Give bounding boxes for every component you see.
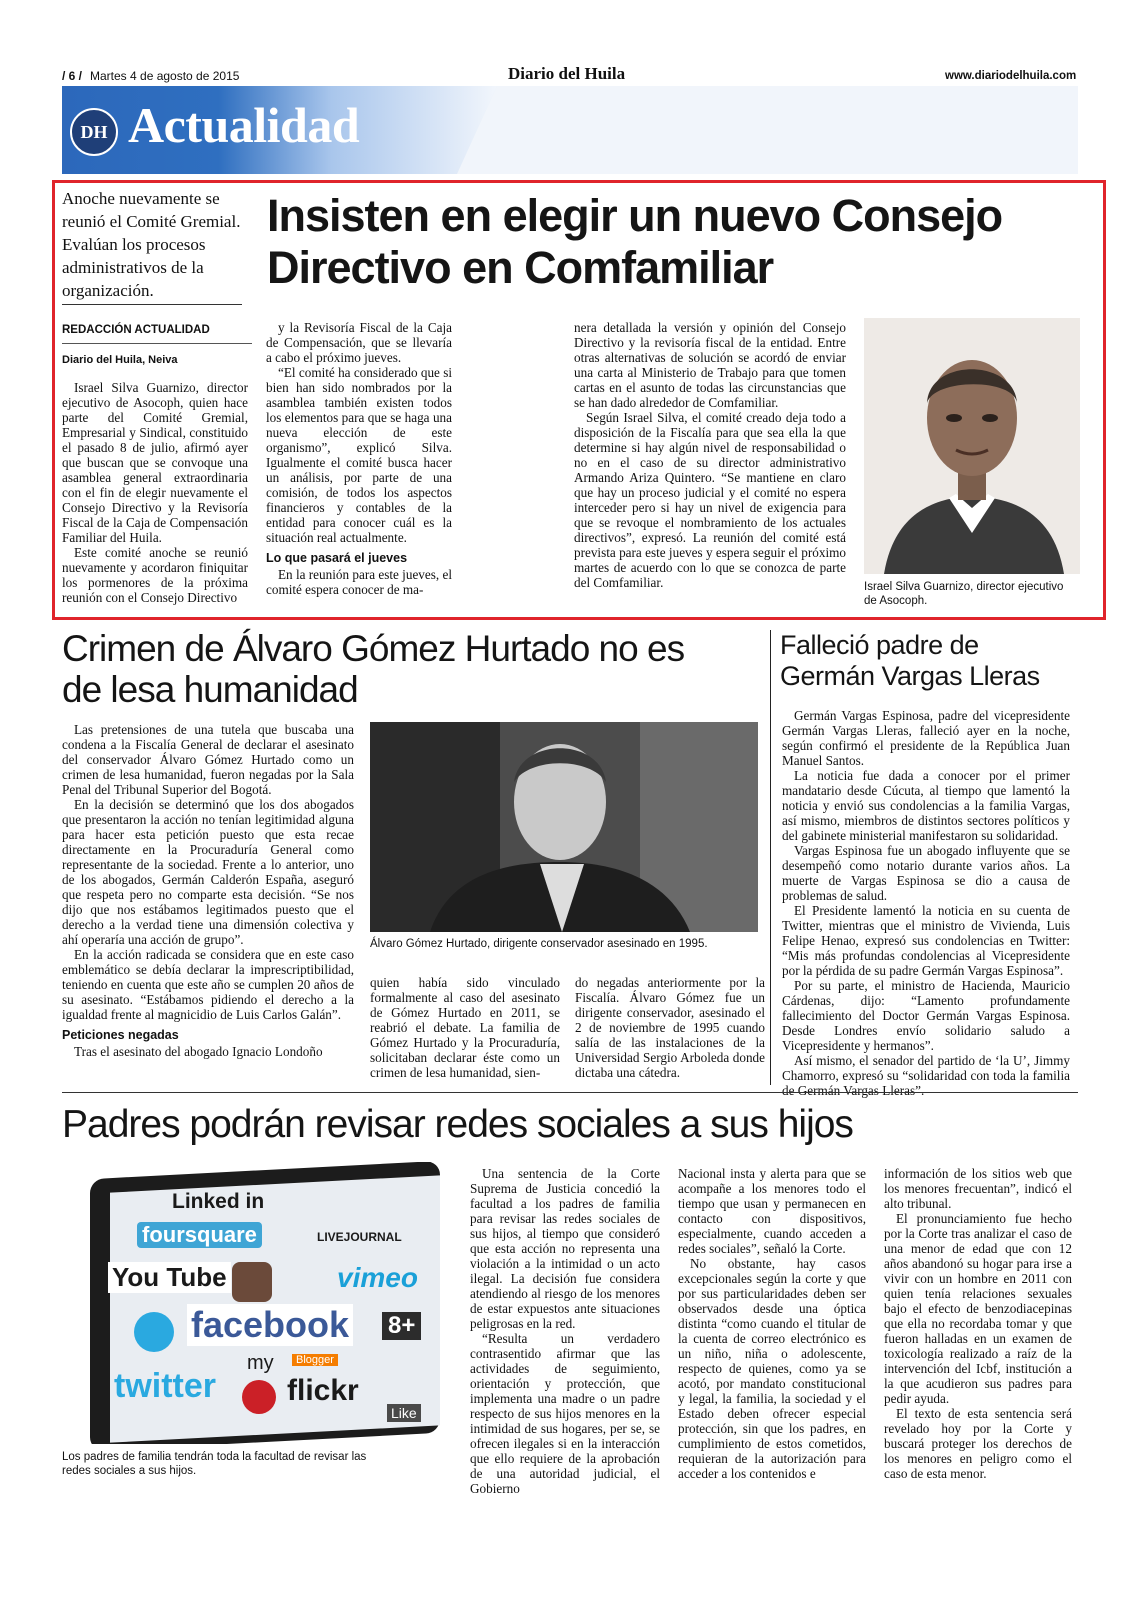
portrait-illustration (864, 318, 1080, 574)
article4-headline: Padres podrán revisar redes sociales a sus hijos (62, 1103, 853, 1146)
paragraph: Las pretensiones de una tutela que buscaba una condena a la Fiscalía General de declarar el asesinato del conservador Álvaro Gómez Hurtado como un crimen de lesa humanidad, fueron negadas por la Sala Penal del Tribunal Superior del Bogotá. (62, 722, 354, 797)
article2-column-1 (62, 722, 354, 1059)
instagram-icon (232, 1262, 272, 1302)
livejournal-logo: LIVEJOURNAL (317, 1230, 402, 1244)
article4-column-3 (884, 1166, 1072, 1481)
lead-rule (62, 304, 242, 305)
portrait-illustration (370, 722, 758, 932)
linkedin-logo: Linked in (172, 1190, 265, 1213)
column-divider (770, 630, 771, 1085)
paragraph: Así mismo, el senador del partido de ‘la U’, Jimmy Chamorro, expresó su “solidaridad con toda la familia de Germán Vargas Lleras”. (782, 1053, 1070, 1098)
article1-lead: Anoche nuevamente se reunió el Comité Gremial. Evalúan los procesos administrativos de la organización. (62, 189, 241, 300)
paragraph: En la reunión para este jueves, el comité espera conocer de ma- (266, 567, 452, 597)
like-button-icon: Like (387, 1404, 421, 1422)
myspace-logo: my (247, 1352, 274, 1374)
facebook-logo: facebook (187, 1304, 353, 1346)
paragraph: Nacional insta y alerta para que se acompañe a los menores todo el tiempo que usan y permanecen en contacto con dispositivos, especialmente, cuando acceden a redes sociales”, señaló la Corte. (678, 1166, 866, 1256)
article1-column-3 (574, 320, 846, 590)
website-link[interactable]: www.diariodelhuila.com (945, 70, 1077, 82)
article1-column-2 (266, 320, 452, 597)
paragraph: Israel Silva Guarnizo, director ejecutivo de Asocoph, quien hace parte del Comité Gremial, Empresarial y Sindical, constituido el pasado 8 de julio, afirmó ayer que buscan que se convoque una asamblea general extraordinaria con el fin de elegir nuevamente el Consejo Directivo y la Revisoría Fiscal de la Caja de Compensación Familiar del Huila. (62, 380, 248, 545)
paragraph: do negadas anteriormente por la Fiscalía. Álvaro Gómez fue un dirigente conservador, asesinado el 2 de noviembre de 1995 cuando salía de las instalaciones de la Universidad Sergio Arboleda donde dictaba una cátedra. (575, 975, 765, 1080)
paragraph: Tras el asesinato del abogado Ignacio Londoño (74, 1044, 323, 1059)
twitter-logo: twitter (114, 1367, 216, 1405)
article2-column-2 (370, 975, 560, 1080)
paragraph: El texto de esta sentencia será revelado hoy por la Corte y buscará proteger los derechos de los menores en peligro como el caso de esta menor. (884, 1406, 1072, 1481)
paragraph: Germán Vargas Espinosa, padre del vicepresidente Germán Vargas Lleras, falleció ayer en la noche, según confirmó el presidente de la República Juan Manuel Santos. (782, 708, 1070, 768)
paragraph: nera detallada la versión y opinión del Consejo Directivo y la revisoría fiscal de la entidad. Entre otras alternativas de solución se acordó de enviar una carta al Ministerio de Trabajo para que tomen cartas en el asunto de todas las circunstancias que se han dado alrededor de Comfamiliar. (574, 320, 846, 410)
foursquare-logo: foursquare (137, 1222, 262, 1248)
article2-subhead: Peticiones negadas (62, 1028, 179, 1042)
paragraph: No obstante, hay casos excepcionales según la corte y que por sus particularidades deben ser observados desde una óptica distinta “como cuando el titular de la cuenta de correo electrónico es un niño, niña o adolescente, respecto de quienes, como ya se acotó, por mandato constitucional y legal, la familia, la sociedad y el Estado deben ofrecer especial protección, sin que los padres, en cumplimiento de estos cometidos, requieran de la autorización para acceder a los contenidos e (678, 1256, 866, 1481)
newspaper-name: Diario del Huila (508, 64, 626, 83)
paragraph: Una sentencia de la Corte Suprema de Justicia concedió la facultad a los padres de familia para revisar las redes sociales de sus hijos, al tiempo que consideró que esta acción no representa una violación a la intimidad o un acto ilegal. La decisión fue considera atendiendo al riesgo de los menores de estar expuestos ante situaciones peligrosas en la red. (470, 1166, 660, 1331)
paragraph: Vargas Espinosa fue un abogado influyente que se desempeñó como notario durante varios años. La muerte de Vargas Espinosa se dio a causa de problemas de salud. (782, 843, 1070, 903)
pinterest-icon (242, 1380, 276, 1414)
section-title: Actualidad (128, 97, 360, 153)
youtube-logo: You Tube (108, 1262, 231, 1293)
article3-headline: Falleció padre de Germán Vargas Lleras (780, 630, 1040, 691)
article1-headline: Insisten en elegir un nuevo Consejo Directivo en Comfamiliar (267, 190, 1003, 293)
paragraph: Por su parte, el ministro de Hacienda, Mauricio Cárdenas, dijo: “Lamento profundamente fallecimiento del Doctor Germán Vargas Espinosa. Desde Londres envío solidario saludo a Vicepresidente y hermanos”. (782, 978, 1070, 1053)
twitter-bird-icon (134, 1312, 174, 1352)
dh-logo-icon: DH (70, 108, 118, 156)
vimeo-logo: vimeo (337, 1262, 418, 1293)
issue-date: Martes 4 de agosto de 2015 (90, 69, 240, 83)
photo-caption: Los padres de familia tendrán toda la facultad de revisar las redes sociales a sus hijos. (62, 1451, 367, 1477)
article2-column-3 (575, 975, 765, 1080)
article4-column-1 (470, 1166, 660, 1496)
dateline: Diario del Huila, Neiva (62, 354, 178, 366)
article1-column-1 (62, 380, 248, 605)
israel-silva-photo (864, 318, 1080, 574)
section-rule (62, 1092, 1078, 1093)
article3-body (782, 708, 1070, 1098)
paragraph: “Resulta un verdadero contrasentido afirmar que las actividades de seguimiento, orientación y protección, que implementa una madre o un padre respecto de sus hijos menores en la intimidad de sus hogares, per se, se ofrecen ilegales si en la interacción que ello requiere de la aprobación de una autoridad judicial, el Gobierno (470, 1331, 660, 1496)
social-media-photo (62, 1162, 442, 1444)
google-plus-logo: 8+ (382, 1312, 421, 1340)
photo-caption: Álvaro Gómez Hurtado, dirigente conservador asesinado en 1995. (370, 938, 708, 950)
paragraph: En la decisión se determinó que los dos abogados que presentaron la acción no tenían legitimidad alguna para hacer esta petición puesto que esta recae directamente en la Procuraduría General como representante de la sociedad. Frente a lo anterior, uno de los abogados, Germán Calderón España, aseguró que respeta pero no comparte esta decisión. “Se nos dijo que nos estábamos legitimados puesto que el derecho a la verdad tiene una dimensión colectiva y ahí operaría una acción de grupo”. (62, 797, 354, 947)
byline-rule (62, 343, 252, 344)
paragraph: quien había sido vinculado formalmente al caso del asesinato de Gómez Hurtado en 2011, se reabrió el debate. La familia de Gómez Hurtado y la Procuraduría, solicitaban declarar éste como un crimen de lesa humanidad, sien- (370, 975, 560, 1080)
paragraph: La noticia fue dada a conocer por el primer mandatario desde Cúcuta, al tiempo que lamentó la noticia y envió sus condolencias a la familia Vargas, así mismo, miembros de distintos sectores políticos y del gabinete ministerial manifestaron su solidaridad. (782, 768, 1070, 843)
photo-caption: Israel Silva Guarnizo, director ejecutivo de Asocoph. (864, 581, 1064, 607)
article2-headline: Crimen de Álvaro Gómez Hurtado no es de lesa humanidad (62, 628, 685, 710)
paragraph: y la Revisoría Fiscal de la Caja de Compensación, que se llevaría a cabo el próximo jueves. (266, 320, 452, 365)
paragraph: En la acción radicada se considera que en este caso emblemático se debía declarar la imprescriptibilidad, teniendo en cuenta que este año se cumplen 20 años de su asesinato. “Estábamos pidiendo el derecho a la igualdad frente al magnicidio de Luis Carlos Galán”. (62, 947, 354, 1022)
paragraph: “El comité ha considerado que si bien han sido nombrados por la asamblea también existen todos los elementos para que se haga una nueva elección de este organismo”, explicó Silva. Igualmente el comité busca hacer un análisis, por parte de una comisión, de todos los aspectos financieros y contables de la entidad para conocer cuál es la situación real actualmente. (266, 365, 452, 545)
paragraph: Este comité anoche se reunió nuevamente y acordaron finiquitar los pormenores de la próxima reunión con el Consejo Directivo (62, 545, 248, 605)
byline: REDACCIÓN ACTUALIDAD (62, 324, 210, 336)
paragraph: Según Israel Silva, el comité creado deja todo a disposición de la Fiscalía para que sea ella la que determine si hay algún nivel de responsabilidad o no en el caso de su director administrativo Armando Ariza Quintero. “Se mantiene en claro que hay un proceso judicial y el comité no espera interceder pero si hay un nivel de exigencia para que se revoque el nombramiento de los actuales directivos”, expresó. La reunión del comité está prevista para este jueves y espera seguir el próximo martes de acuerdo con lo que se conozca de parte del Comfamiliar. (574, 410, 846, 590)
flickr-logo: flickr (287, 1374, 359, 1407)
blogger-logo: Blogger (292, 1354, 338, 1366)
section-banner (62, 86, 1078, 174)
page-number: / 6 / (62, 69, 83, 83)
paragraph: El pronunciamiento fue hecho por la Corte tras analizar el caso de una menor de edad que con 12 años abandonó su hogar para irse a vivir con un hombre en 2011 con quien tenía relaciones sexuales bajo el efecto de benzodiacepinas que ella no recordaba tomar y que fueron halladas en un examen de toxicología realizado a raíz de la intervención del Icbf, institución a la que acudieron sus padres para pedir ayuda. (884, 1211, 1072, 1406)
paragraph: El Presidente lamentó la noticia en su cuenta de Twitter, mientras que el ministro de Vivienda, Luis Felipe Henao, expresó sus condolencias en Twitter: “Mis más profundas condolencias al Vicepresidente por la pérdida de su padre Germán Vargas Espinosa”. (782, 903, 1070, 978)
paragraph: información de los sitios web que los menores frecuentan”, indicó el alto tribunal. (884, 1166, 1072, 1211)
article1-subhead: Lo que pasará el jueves (266, 551, 408, 565)
alvaro-gomez-photo (370, 722, 758, 932)
article4-column-2 (678, 1166, 866, 1481)
